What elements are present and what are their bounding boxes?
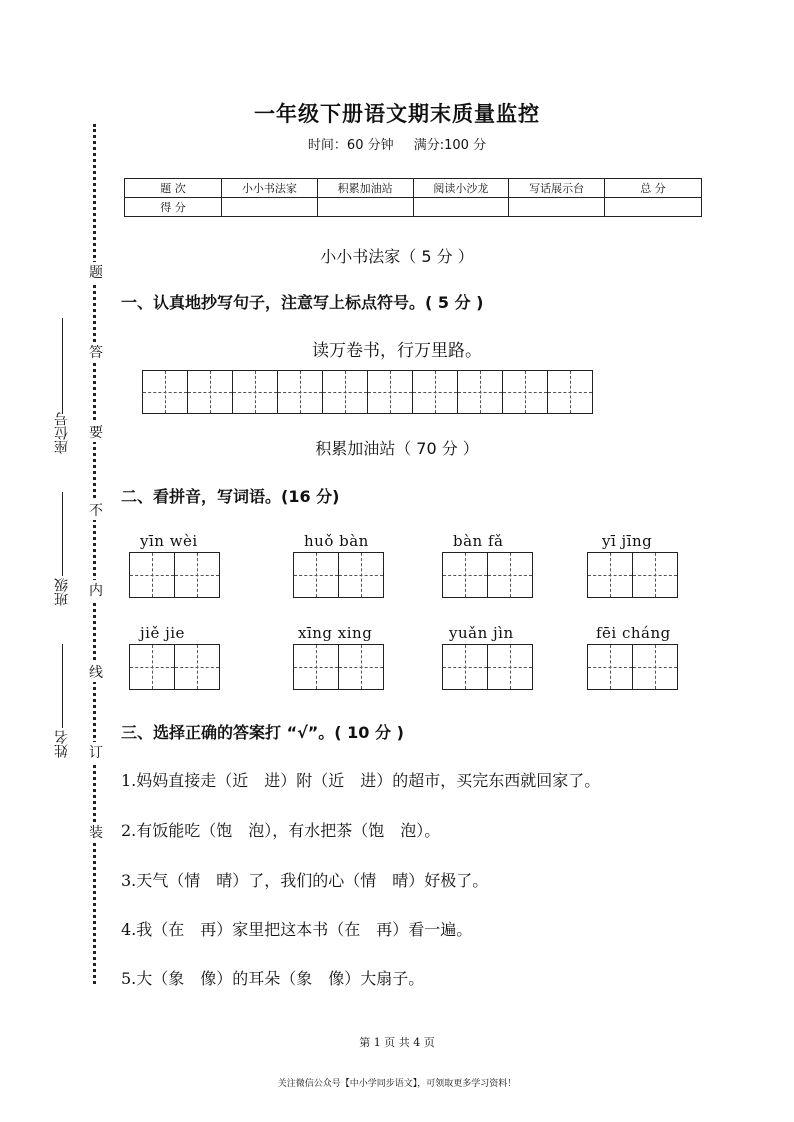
- table-header: 总 分: [605, 179, 702, 198]
- pinyin-label: xīng xing: [298, 624, 373, 642]
- pinyin-item: [588, 532, 682, 598]
- binding-char: 线: [88, 662, 104, 682]
- question-title: 二、看拼音，写词语。(16 分): [121, 487, 340, 506]
- pinyin-item: [588, 624, 682, 690]
- writing-cell[interactable]: [367, 370, 413, 414]
- score-cell[interactable]: [605, 198, 702, 217]
- class-label: 班级: [54, 578, 70, 606]
- choice-item[interactable]: 3.天气（情 晴）了，我们的心（情 晴）好极了。: [121, 871, 489, 890]
- table-header: 小小书法家: [222, 179, 318, 198]
- row-label: 得 分: [125, 198, 222, 217]
- seat-number-label: 座位号: [54, 412, 70, 454]
- writing-cell[interactable]: [187, 370, 233, 414]
- page-title: 一年级下册语文期末质量监控: [254, 102, 540, 126]
- copy-sentence: 读万卷书，行万里路。: [312, 341, 482, 361]
- writing-cell[interactable]: [142, 370, 188, 414]
- page-number: 第 1 页 共 4 页: [359, 1036, 435, 1049]
- score-table: [124, 178, 702, 217]
- pinyin-label: huǒ bàn: [304, 532, 369, 550]
- pinyin-label: yī jīng: [602, 532, 653, 550]
- score-cell[interactable]: [413, 198, 509, 217]
- pinyin-label: fēi cháng: [596, 624, 671, 642]
- score-cell[interactable]: [222, 198, 318, 217]
- writing-cell[interactable]: [502, 370, 548, 414]
- writing-box[interactable]: [294, 644, 388, 690]
- table-header: 阅读小沙龙: [413, 179, 509, 198]
- writing-cell[interactable]: [232, 370, 278, 414]
- writing-box[interactable]: [130, 644, 224, 690]
- binding-char: 要: [88, 422, 104, 442]
- writing-box[interactable]: [294, 552, 388, 598]
- writing-cell[interactable]: [412, 370, 458, 414]
- exam-info: [0, 134, 794, 153]
- pinyin-item: [443, 624, 537, 690]
- question-title: 三、选择正确的答案打 “√”。( 10 分 ): [121, 723, 404, 742]
- writing-grid[interactable]: [143, 370, 593, 414]
- section-title: 小小书法家（ 5 分 ）: [320, 247, 474, 266]
- writing-box[interactable]: [588, 552, 682, 598]
- pinyin-label: jiě jie: [140, 624, 185, 642]
- name-label: 姓名: [54, 730, 70, 758]
- pinyin-item: [294, 532, 388, 598]
- section-title: 积累加油站（ 70 分 ）: [315, 439, 479, 458]
- footer-note: 关注微信公众号【中小学同步语文】，可领取更多学习资料！: [277, 1079, 517, 1089]
- binding-char: 订: [88, 742, 104, 762]
- question-title: 一、认真地抄写句子，注意写上标点符号。( 5 分 ): [121, 293, 484, 312]
- table-header: 写话展示台: [509, 179, 605, 198]
- binding-char: 内: [88, 580, 104, 600]
- choice-item[interactable]: 2.有饭能吃（饱 泡），有水把茶（饱 泡）。: [121, 821, 441, 840]
- score-cell[interactable]: [509, 198, 605, 217]
- seat-number-blank[interactable]: [62, 318, 63, 414]
- pinyin-item: [130, 624, 224, 690]
- writing-cell[interactable]: [277, 370, 323, 414]
- table-header: 题 次: [125, 179, 222, 198]
- writing-cell[interactable]: [457, 370, 503, 414]
- writing-box[interactable]: [130, 552, 224, 598]
- exam-time: 时间：60 分钟: [307, 138, 394, 153]
- name-blank[interactable]: [62, 644, 63, 728]
- pinyin-item: [443, 532, 537, 598]
- class-blank[interactable]: [62, 492, 63, 576]
- writing-cell[interactable]: [322, 370, 368, 414]
- pinyin-label: yuǎn jìn: [449, 624, 514, 642]
- choice-item[interactable]: 4.我（在 再）家里把这本书（在 再）看一遍。: [121, 920, 473, 939]
- binding-char: 装: [88, 822, 104, 842]
- binding-char: 不: [88, 500, 104, 520]
- table-row: [125, 198, 702, 217]
- choice-item[interactable]: 5.大（象 像）的耳朵（象 像）大扇子。: [121, 969, 425, 988]
- writing-box[interactable]: [443, 644, 537, 690]
- table-row: [125, 179, 702, 198]
- choice-item[interactable]: 1.妈妈直接走（近 进）附（近 进）的超市，买完东西就回家了。: [121, 771, 601, 790]
- binding-char: 题: [88, 262, 104, 282]
- writing-cell[interactable]: [547, 370, 593, 414]
- pinyin-item: [294, 624, 388, 690]
- writing-box[interactable]: [588, 644, 682, 690]
- table-header: 积累加油站: [317, 179, 413, 198]
- binding-char: 答: [88, 342, 104, 362]
- score-cell[interactable]: [317, 198, 413, 217]
- exam-full-score: 满分:100 分: [413, 138, 487, 153]
- writing-box[interactable]: [443, 552, 537, 598]
- pinyin-item: [130, 532, 224, 598]
- pinyin-label: yīn wèi: [140, 532, 198, 550]
- pinyin-label: bàn fǎ: [453, 532, 504, 550]
